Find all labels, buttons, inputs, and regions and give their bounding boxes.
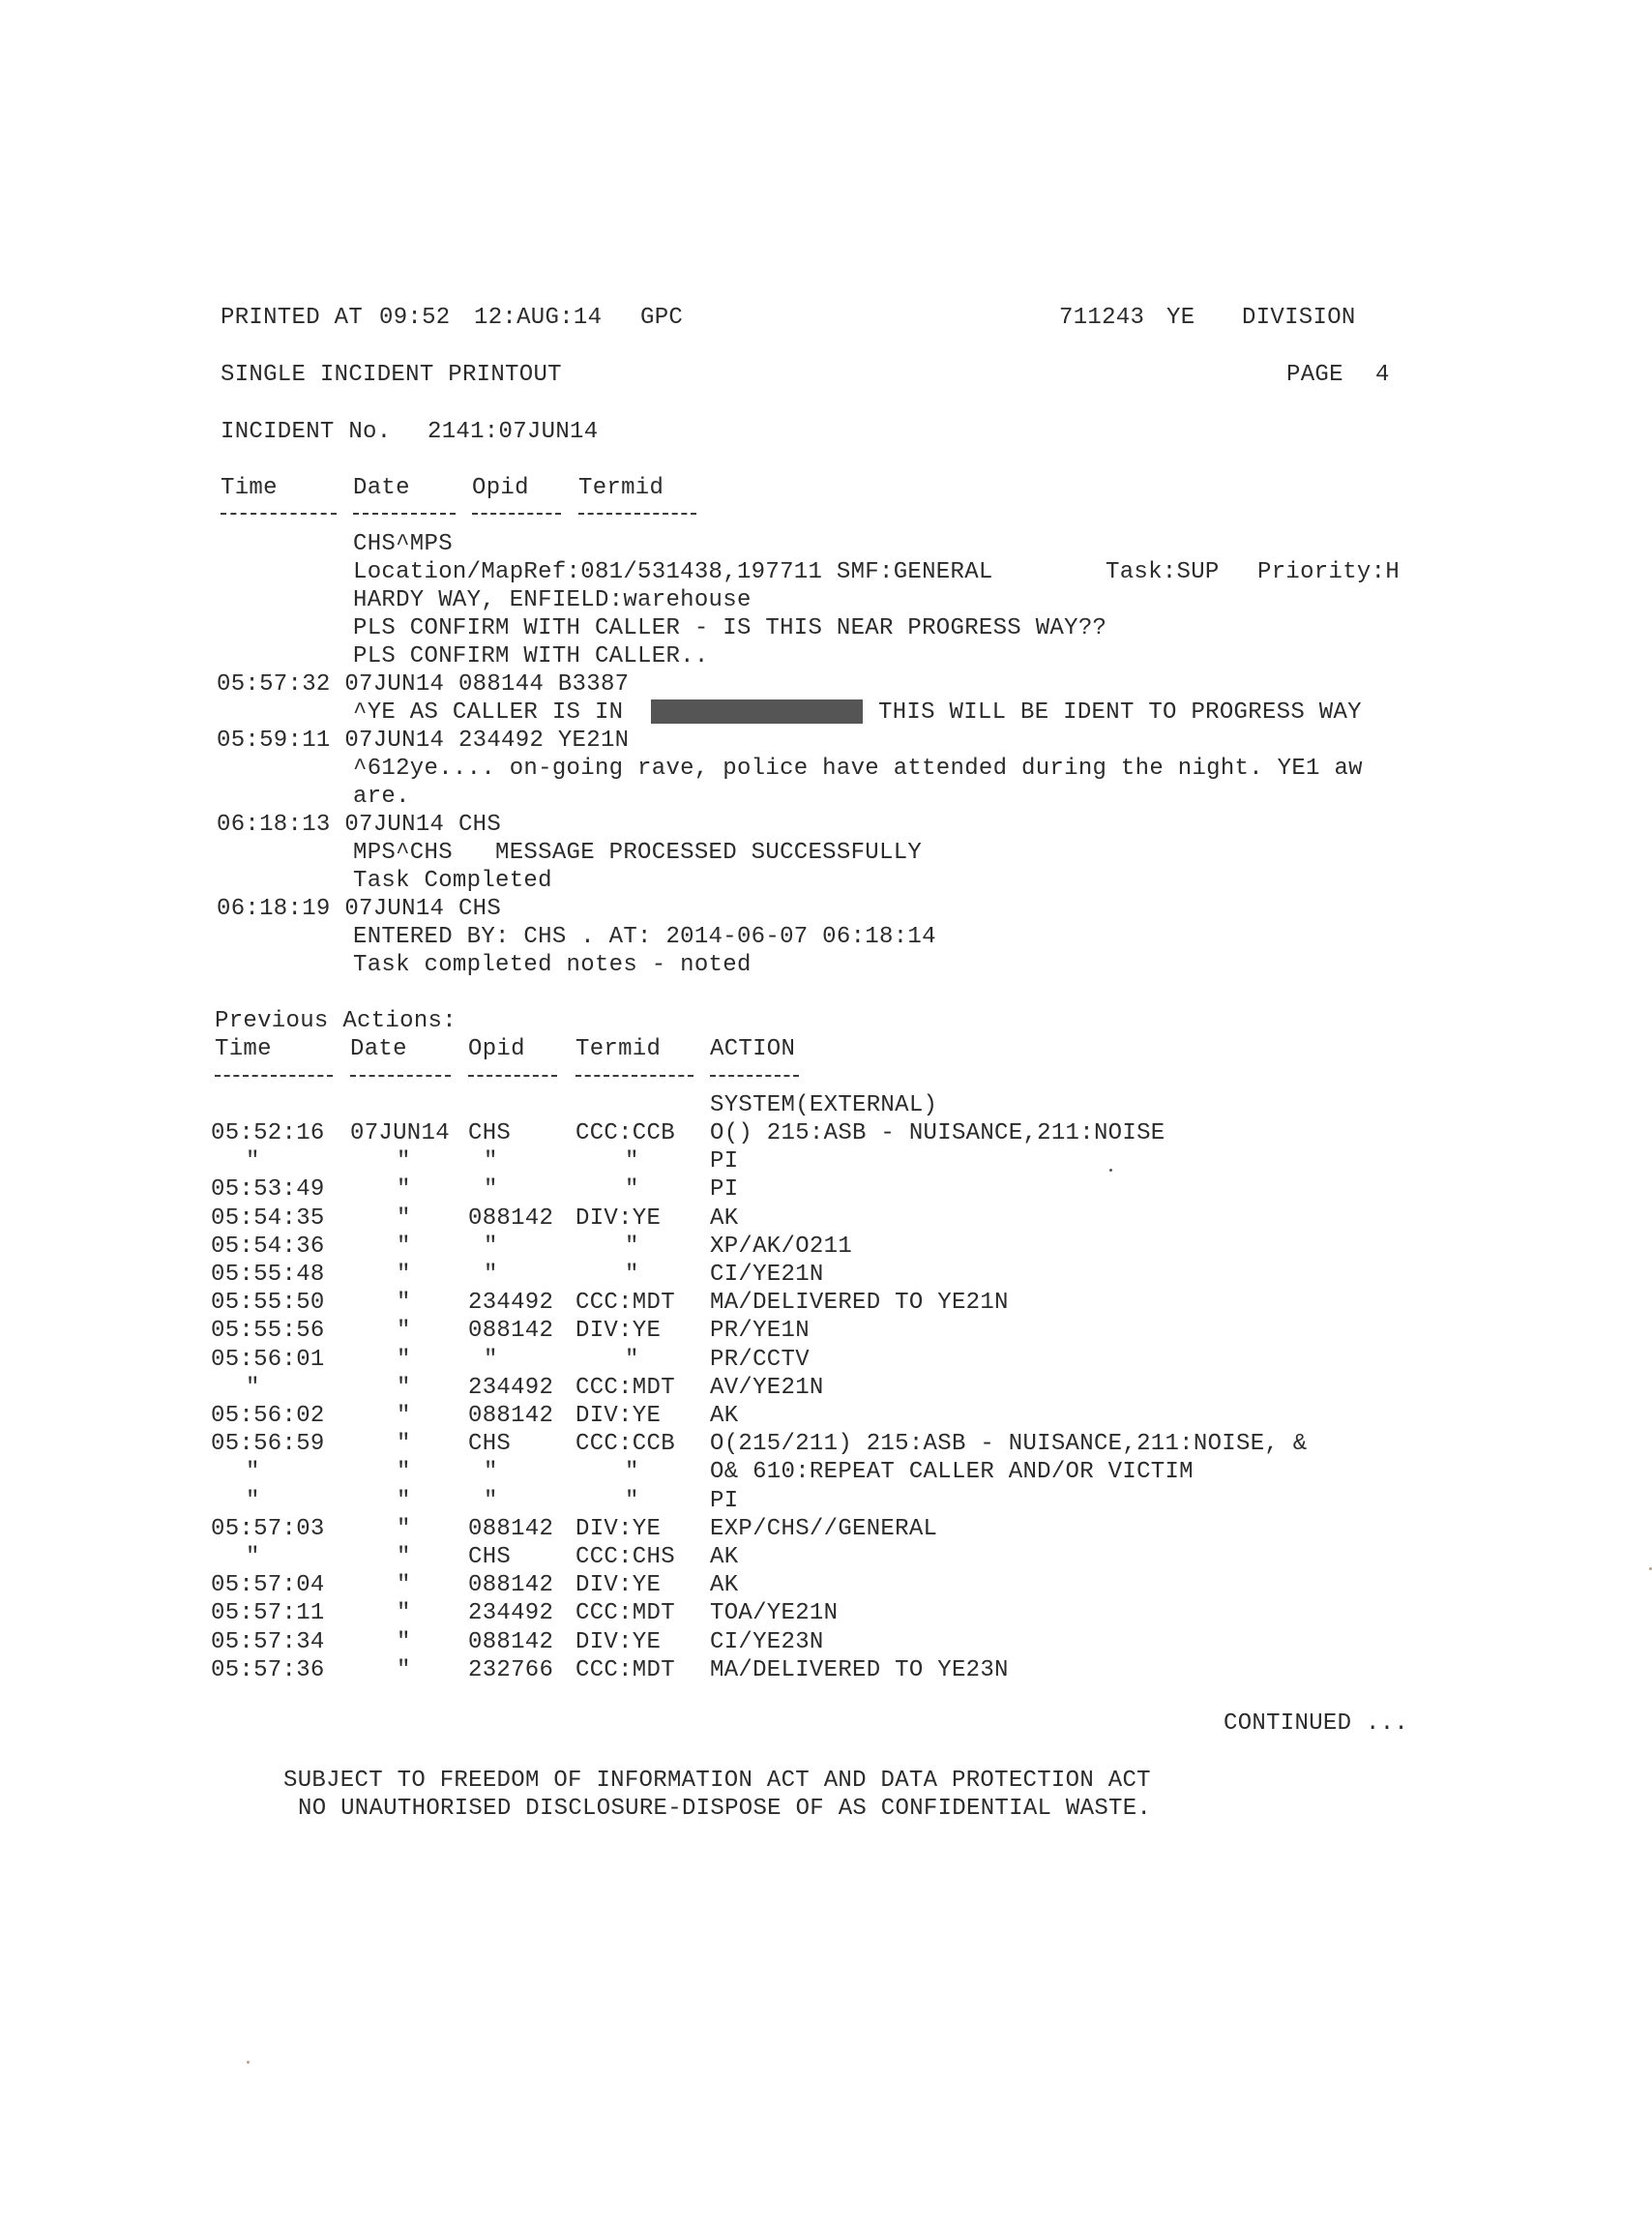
log-entry-text: ^YE AS CALLER IS IN [353,699,624,726]
row-date: " [397,1262,411,1288]
row-date: " [397,1600,411,1626]
row-time: 05:54:36 [211,1234,325,1260]
log-header-opid: Opid [472,475,529,501]
continued-marker: CONTINUED ... [1224,1710,1409,1737]
prev-header-termid: Termid [575,1036,662,1062]
row-action: CI/YE21N [710,1262,824,1288]
row-opid: " [484,1234,498,1260]
location-line: Location/MapRef:081/531438,197711 SMF:GENERAL [353,559,993,585]
prev-header-action: ACTION [710,1036,796,1062]
row-termid: " [625,1488,639,1514]
row-termid: CCC:CCB [575,1120,675,1146]
log-entry-stamp: 05:57:32 07JUN14 088144 B3387 [217,671,630,698]
log-header-rule [353,513,456,515]
row-time: 05:55:48 [211,1262,325,1288]
row-opid: " [484,1347,498,1373]
row-time: 05:57:11 [211,1600,325,1626]
row-opid: 088142 [468,1318,554,1344]
log-note: PLS CONFIRM WITH CALLER.. [353,643,709,669]
row-time: 05:55:56 [211,1318,325,1344]
row-action: XP/AK/O211 [710,1234,853,1260]
row-action: MA/DELIVERED TO YE23N [710,1657,1009,1683]
printed-code: GPC [640,305,684,331]
prev-header-rule [710,1075,799,1077]
row-date: " [397,1205,411,1232]
division-label: DIVISION [1242,305,1356,331]
log-header-rule [472,513,561,515]
log-header-termid: Termid [578,475,664,501]
row-action: AK [710,1403,739,1429]
log-entry-text: are. [353,784,410,810]
printed-date: 12:AUG:14 [474,305,603,331]
disclaimer-line: NO UNAUTHORISED DISCLOSURE-DISPOSE OF AS CONFIDENTIAL WASTE. [298,1796,1152,1822]
log-entry-text: MPS^CHS MESSAGE PROCESSED SUCCESSFULLY [353,840,923,866]
row-action: AV/YE21N [710,1375,824,1401]
row-date: " [397,1290,411,1316]
row-action: CI/YE23N [710,1629,824,1655]
row-date: " [397,1318,411,1344]
address-line: HARDY WAY, ENFIELD:warehouse [353,587,752,613]
scan-speck [247,2061,250,2064]
row-date: " [397,1176,411,1203]
row-termid: CCC:MDT [575,1290,675,1316]
row-termid: " [625,1262,639,1288]
row-opid: 234492 [468,1375,554,1401]
row-opid: " [484,1262,498,1288]
row-termid: CCC:MDT [575,1657,675,1683]
system-line: SYSTEM(EXTERNAL) [710,1092,938,1118]
row-action: O() 215:ASB - NUISANCE,211:NOISE [710,1120,1165,1146]
prev-header-time: Time [215,1036,272,1062]
row-action: TOA/YE21N [710,1600,839,1626]
row-action: AK [710,1544,739,1570]
row-action: PI [710,1176,739,1203]
row-termid: " [625,1234,639,1260]
row-date: " [397,1459,411,1485]
row-opid: 088142 [468,1572,554,1598]
row-date: " [397,1148,411,1175]
row-action: PI [710,1488,739,1514]
log-entry-text: Task completed notes - noted [353,952,752,978]
prev-header-rule [350,1075,451,1077]
row-time: " [246,1488,260,1514]
prev-header-rule [575,1075,693,1077]
row-termid: CCC:CHS [575,1544,675,1570]
row-time: 05:57:04 [211,1572,325,1598]
row-date: " [397,1375,411,1401]
row-date: " [397,1431,411,1457]
log-entry-text: ^612ye.... on-going rave, police have attended during the night. YE1 aw [353,756,1363,782]
log-entry-stamp: 05:59:11 07JUN14 234492 YE21N [217,728,630,754]
row-opid: " [484,1488,498,1514]
prev-header-date: Date [350,1036,407,1062]
row-date: " [397,1234,411,1260]
page-label: PAGE [1286,362,1343,388]
row-opid: 234492 [468,1600,554,1626]
row-date: " [397,1544,411,1570]
log-entry-text: THIS WILL BE IDENT TO PROGRESS WAY [878,699,1362,726]
log-header-date: Date [353,475,410,501]
row-time: 05:57:36 [211,1657,325,1683]
reference-number: 711243 [1059,305,1145,331]
row-time: 05:56:02 [211,1403,325,1429]
row-opid: CHS [468,1431,512,1457]
row-time: 05:55:50 [211,1290,325,1316]
log-header-time: Time [221,475,278,501]
prev-header-rule [215,1075,333,1077]
incident-label: INCIDENT No. [221,419,392,445]
row-time: 05:52:16 [211,1120,325,1146]
row-termid: CCC:CCB [575,1431,675,1457]
printed-time: 09:52 [379,305,451,331]
row-time: 05:57:03 [211,1516,325,1542]
row-action: MA/DELIVERED TO YE21N [710,1290,1009,1316]
row-time: 05:56:01 [211,1347,325,1373]
row-termid: " [625,1148,639,1175]
row-termid: CCC:MDT [575,1600,675,1626]
row-termid: " [625,1459,639,1485]
row-opid: 088142 [468,1516,554,1542]
row-date: " [397,1488,411,1514]
printed-label: PRINTED AT [221,305,364,331]
row-date: " [397,1629,411,1655]
prev-header-opid: Opid [468,1036,525,1062]
row-opid: 234492 [468,1290,554,1316]
log-entry-text: ENTERED BY: CHS . AT: 2014-06-07 06:18:14 [353,924,936,950]
row-date: " [397,1347,411,1373]
redaction-block [651,699,863,724]
priority-label: Priority:H [1257,559,1401,585]
row-termid: DIV:YE [575,1572,662,1598]
log-note: PLS CONFIRM WITH CALLER - IS THIS NEAR PROGRESS WAY?? [353,615,1107,641]
row-time: " [246,1459,260,1485]
row-opid: " [484,1459,498,1485]
row-opid: 088142 [468,1205,554,1232]
row-termid: " [625,1347,639,1373]
location-header: CHS^MPS [353,531,453,557]
row-action: AK [710,1205,739,1232]
task-label: Task:SUP [1106,559,1220,585]
row-termid: DIV:YE [575,1205,662,1232]
log-header-rule [221,513,337,515]
row-time: 05:57:34 [211,1629,325,1655]
row-time: 05:56:59 [211,1431,325,1457]
log-header-rule [578,513,696,515]
previous-actions-title: Previous Actions: [215,1008,457,1034]
row-date: " [397,1516,411,1542]
row-opid: 088142 [468,1629,554,1655]
row-opid: " [484,1148,498,1175]
row-date: " [397,1572,411,1598]
page-number: 4 [1375,362,1390,388]
row-date: 07JUN14 [350,1120,450,1146]
row-termid: CCC:MDT [575,1375,675,1401]
reference-unit: YE [1166,305,1195,331]
row-time: 05:54:35 [211,1205,325,1232]
row-time: " [246,1375,260,1401]
row-action: PR/CCTV [710,1347,810,1373]
document-title: SINGLE INCIDENT PRINTOUT [221,362,562,388]
prev-header-rule [468,1075,557,1077]
row-termid: " [625,1176,639,1203]
row-date: " [397,1657,411,1683]
row-action: PI [710,1148,739,1175]
row-date: " [397,1403,411,1429]
row-time: 05:53:49 [211,1176,325,1203]
row-termid: DIV:YE [575,1318,662,1344]
row-action: PR/YE1N [710,1318,810,1344]
row-action: AK [710,1572,739,1598]
row-termid: DIV:YE [575,1629,662,1655]
row-termid: DIV:YE [575,1516,662,1542]
row-action: O& 610:REPEAT CALLER AND/OR VICTIM [710,1459,1194,1485]
row-time: " [246,1148,260,1175]
row-opid: " [484,1176,498,1203]
row-termid: DIV:YE [575,1403,662,1429]
incident-number: 2141:07JUN14 [428,419,599,445]
log-entry-stamp: 06:18:13 07JUN14 CHS [217,812,502,838]
row-action: EXP/CHS//GENERAL [710,1516,938,1542]
scan-speck [1109,1169,1112,1172]
log-entry-text: Task Completed [353,868,552,894]
row-opid: CHS [468,1120,512,1146]
row-time: " [246,1544,260,1570]
row-action: O(215/211) 215:ASB - NUISANCE,211:NOISE, & [710,1431,1308,1457]
row-opid: 232766 [468,1657,554,1683]
log-entry-stamp: 06:18:19 07JUN14 CHS [217,896,502,922]
row-opid: 088142 [468,1403,554,1429]
row-opid: CHS [468,1544,512,1570]
disclaimer-line: SUBJECT TO FREEDOM OF INFORMATION ACT AND DATA PROTECTION ACT [283,1768,1151,1794]
